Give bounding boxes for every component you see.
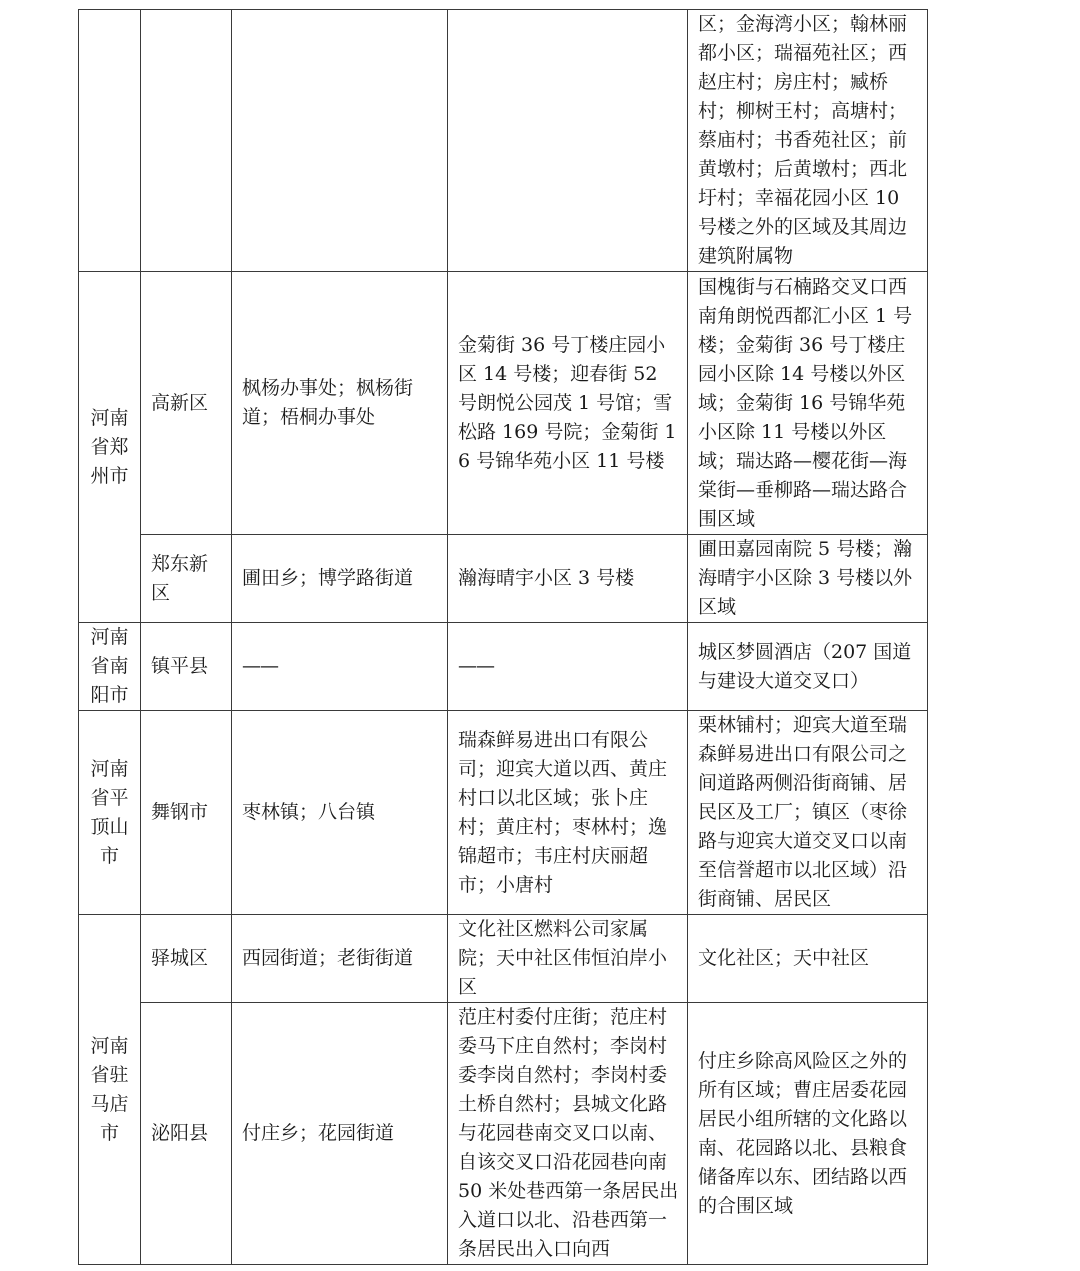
risk-area-table (78, 9, 928, 1265)
high-risk-cell (448, 10, 688, 272)
district-cell: 舞钢市 (141, 711, 232, 915)
district-cell: 驿城区 (141, 915, 232, 1003)
district-cell (141, 10, 232, 272)
high-risk-cell: 瀚海晴宇小区 3 号楼 (448, 535, 688, 623)
table-row (79, 10, 928, 272)
low-risk-cell: 栗林铺村；迎宾大道至瑞森鲜易进出口有限公司之间道路两侧沿街商铺、居民区及工厂；镇区（枣徐路与迎宾大道交叉口以南至信誉超市以北区域）沿街商铺、居民区 (688, 711, 928, 915)
district-cell: 高新区 (141, 272, 232, 535)
province-cell: 河南省郑州市 (79, 272, 141, 623)
high-risk-cell: 文化社区燃料公司家属院；天中社区伟恒泊岸小区 (448, 915, 688, 1003)
low-risk-cell: 国槐街与石楠路交叉口西南角朗悦西都汇小区 1 号楼；金菊街 36 号丁楼庄园小区除 14 号楼以外区域；金菊街 16 号锦华苑小区除 11 号楼以外区域；瑞达路—樱花街—海棠街—垂柳路—瑞达路合围区域 (688, 272, 928, 535)
province-cell (79, 10, 141, 272)
streets-cell: 枫杨办事处；枫杨街道；梧桐办事处 (232, 272, 448, 535)
table-row (79, 1003, 928, 1265)
table-row (79, 272, 928, 535)
streets-cell: 圃田乡；博学路街道 (232, 535, 448, 623)
streets-cell: 西园街道；老街街道 (232, 915, 448, 1003)
high-risk-cell: 范庄村委付庄街；范庄村委马下庄自然村；李岗村委李岗自然村；李岗村委土桥自然村；县城文化路与花园巷南交叉口以南、自该交叉口沿花园巷向南 50 米处巷西第一条居民出入道口以北、沿巷西第一条居民出入口向西 (448, 1003, 688, 1265)
table-row (79, 915, 928, 1003)
streets-cell: —— (232, 623, 448, 711)
table-row (79, 623, 928, 711)
low-risk-cell: 城区梦圆酒店（207 国道与建设大道交叉口） (688, 623, 928, 711)
high-risk-cell: —— (448, 623, 688, 711)
district-cell: 郑东新区 (141, 535, 232, 623)
high-risk-cell: 瑞森鲜易进出口有限公司；迎宾大道以西、黄庄村口以北区域；张卜庄村；黄庄村；枣林村；逸锦超市；韦庄村庆丽超市；小唐村 (448, 711, 688, 915)
province-cell: 河南省平顶山市 (79, 711, 141, 915)
district-cell: 泌阳县 (141, 1003, 232, 1265)
streets-cell: 付庄乡；花园街道 (232, 1003, 448, 1265)
low-risk-cell: 圃田嘉园南院 5 号楼；瀚海晴宇小区除 3 号楼以外区域 (688, 535, 928, 623)
district-cell: 镇平县 (141, 623, 232, 711)
table-row (79, 711, 928, 915)
low-risk-cell: 区；金海湾小区；翰林丽都小区；瑞福苑社区；西赵庄村；房庄村；臧桥村；柳树王村；高塘村；蔡庙村；书香苑社区；前黄墩村；后黄墩村；西北圩村；幸福花园小区 10 号楼之外的区域及其周边建筑附属物 (688, 10, 928, 272)
table-row (79, 535, 928, 623)
province-cell: 河南省南阳市 (79, 623, 141, 711)
streets-cell (232, 10, 448, 272)
streets-cell: 枣林镇；八台镇 (232, 711, 448, 915)
province-cell: 河南省驻马店市 (79, 915, 141, 1265)
high-risk-cell: 金菊街 36 号丁楼庄园小区 14 号楼；迎春街 52 号朗悦公园茂 1 号馆；雪松路 169 号院；金菊街 16 号锦华苑小区 11 号楼 (448, 272, 688, 535)
low-risk-cell: 文化社区；天中社区 (688, 915, 928, 1003)
low-risk-cell: 付庄乡除高风险区之外的所有区域；曹庄居委花园居民小组所辖的文化路以南、花园路以北、县粮食储备库以东、团结路以西的合围区域 (688, 1003, 928, 1265)
